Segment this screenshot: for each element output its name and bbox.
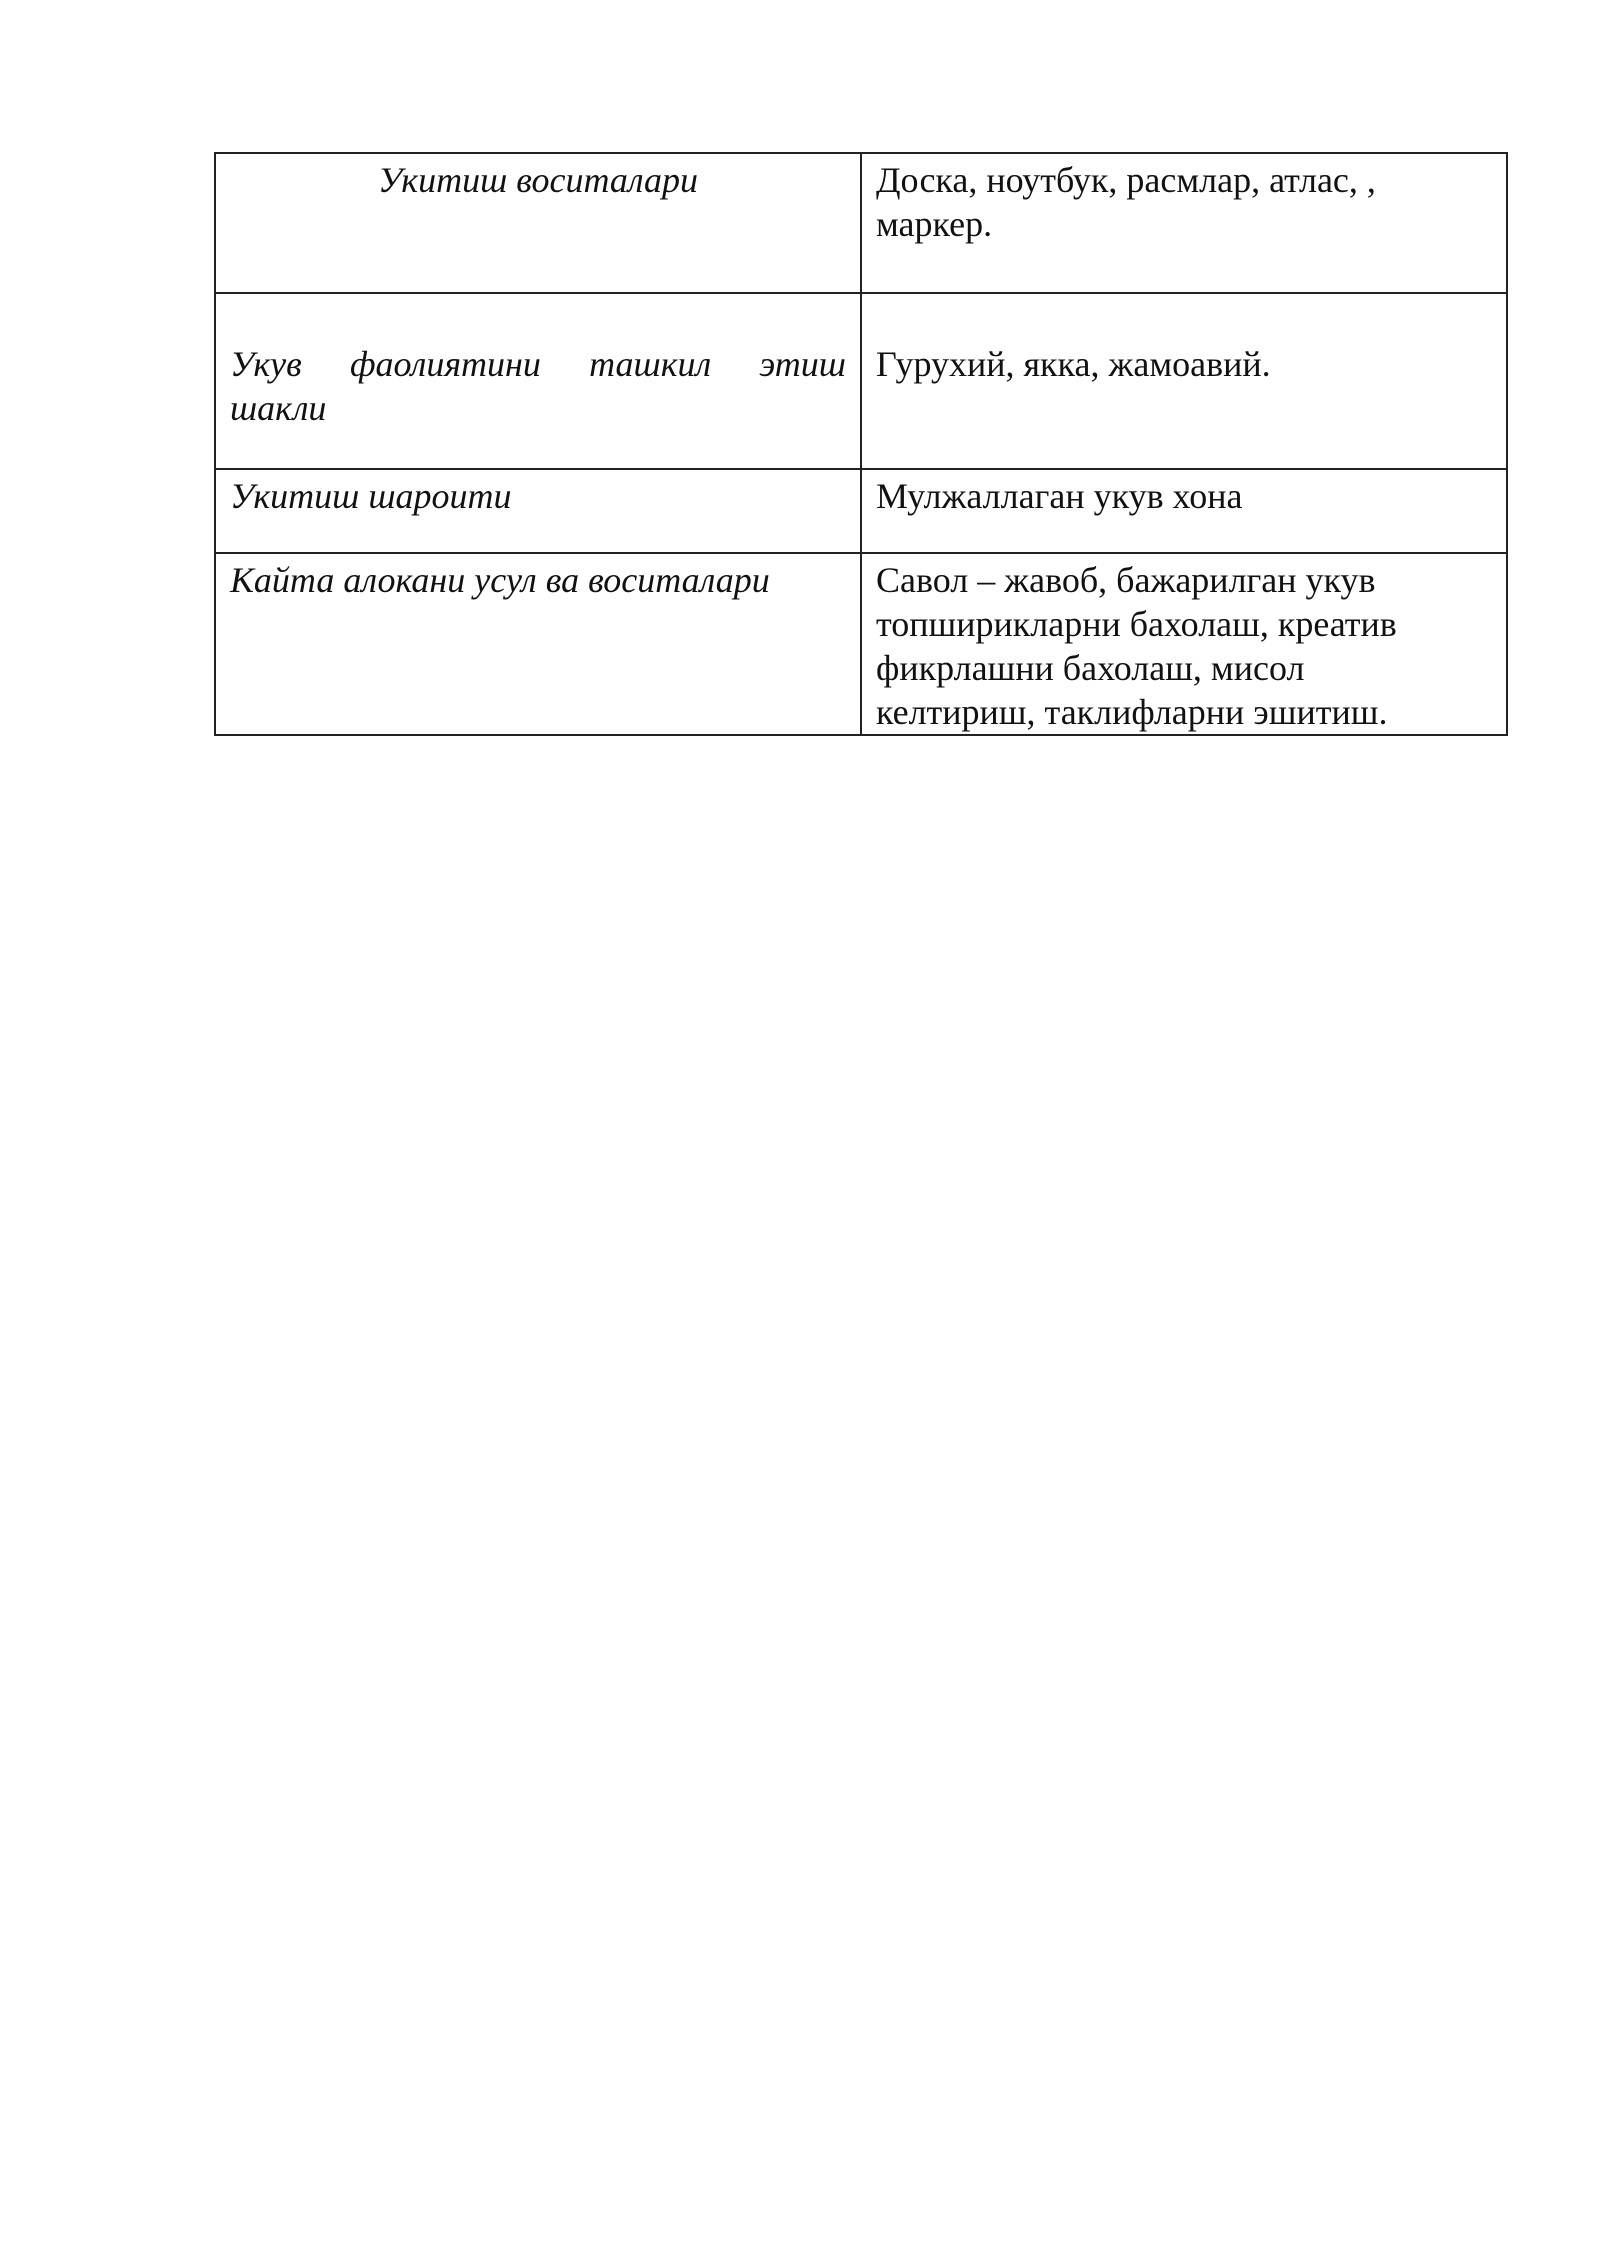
table-row [215, 553, 1507, 735]
row-value: Мулжаллаган укув хона [876, 476, 1243, 516]
row-value-line: келтириш, таклифларни эшитиш. [876, 692, 1388, 732]
row-label-cell [215, 153, 861, 293]
table-row [215, 293, 1507, 469]
row-label-word: Укув [230, 344, 302, 384]
row-label-cell [215, 293, 861, 469]
lesson-info-table [214, 152, 1508, 736]
row-value: Гурухий, якка, жамоавий. [876, 344, 1271, 384]
row-value-line: Савол – жавоб, бажарилган укув [876, 560, 1376, 600]
row-value-cell [861, 469, 1507, 553]
row-value-line: топширикларни бахолаш, креатив [876, 604, 1397, 644]
row-value-cell [861, 293, 1507, 469]
row-label-word: этиш [759, 344, 846, 384]
table-row [215, 153, 1507, 293]
row-value-line: Доска, ноутбук, расмлар, атлас, , [876, 160, 1376, 200]
row-label: Укитиш шароити [230, 476, 512, 516]
row-label-word: фаолиятини [349, 344, 541, 384]
row-label: Кайта алокани усул ва воситалари [230, 560, 770, 600]
table-row [215, 469, 1507, 553]
row-label-cell [215, 469, 861, 553]
row-value-cell [861, 553, 1507, 735]
row-value-line: фикрлашни бахолаш, мисол [876, 648, 1305, 688]
row-label-line: шакли [230, 388, 327, 428]
row-label-line [230, 298, 846, 386]
row-label-cell [215, 553, 861, 735]
row-value-line: маркер. [876, 204, 993, 244]
row-label: Укитиш воситалари [377, 160, 699, 200]
row-value-cell [861, 153, 1507, 293]
row-label-word: ташкил [589, 344, 712, 384]
